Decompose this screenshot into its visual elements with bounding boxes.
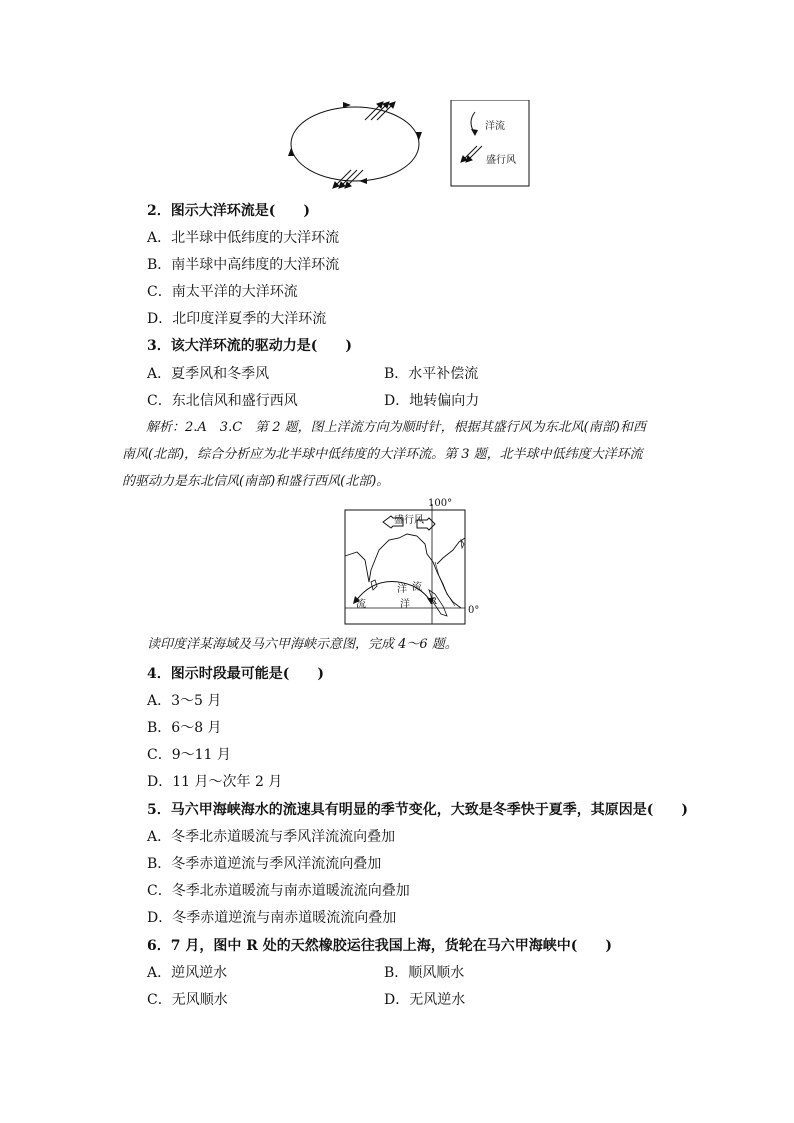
- analysis-line-3: 的驱动力是东北信风(南部)和盛行西风(北部)。: [122, 474, 390, 489]
- map-wind-label: 盛行风: [394, 515, 424, 526]
- q2-option-d: D．北印度洋夏季的大洋环流: [147, 311, 327, 327]
- analysis-line-1: 解析：2.A 3.C 第 2 题，图上洋流方向为顺时针，根据其盛行风为东北风(南部)和西: [146, 420, 646, 435]
- gyre-arrow-right: [416, 132, 422, 140]
- q2-option-a: A．北半球中低纬度的大洋环流: [147, 230, 340, 246]
- q6-option-a: A．逆风逆水: [147, 965, 228, 981]
- q6-option-d: D．无风逆水: [384, 992, 466, 1008]
- legend-current-arrowhead: [471, 129, 478, 136]
- analysis-block: [122, 414, 682, 495]
- q3-option-c: C．东北信风和盛行西风: [147, 393, 298, 409]
- q3-option-a: A．夏季风和冬季风: [147, 366, 270, 382]
- q6-option-b: B．顺风顺水: [384, 965, 465, 981]
- q4-stem: 4．图示时段最可能是( ): [147, 666, 324, 682]
- q6-option-c: C．无风顺水: [147, 992, 228, 1008]
- q6-stem: 6．7 月，图中 R 处的天然橡胶运往我国上海，货轮在马六甲海峡中( ): [147, 938, 612, 954]
- q2-option-b: B．南半球中高纬度的大洋环流: [147, 257, 340, 273]
- q4-option-b: B．6～8 月: [147, 720, 222, 736]
- q5-option-b: B．冬季赤道逆流与季风洋流流向叠加: [147, 856, 382, 872]
- map-current-char-1: 洋: [397, 584, 407, 595]
- legend-box: [451, 100, 529, 186]
- q2-option-c: C．南太平洋的大洋环流: [147, 284, 298, 300]
- map-land-hatch: [435, 562, 455, 606]
- q3-option-b: B．水平补偿流: [384, 366, 479, 382]
- q4-option-d: D．11 月～次年 2 月: [147, 774, 283, 790]
- q5-option-d: D．冬季赤道逆流与南赤道暖流流向叠加: [147, 910, 397, 926]
- map-current-char-4: 洋: [400, 599, 410, 610]
- intro-text: 读印度洋某海域及马六甲海峡示意图，完成 4～6 题。: [147, 637, 458, 652]
- q5-option-c: C．冬季北赤道暖流与南赤道暖流流向叠加: [147, 883, 410, 899]
- q5-stem: 5．马六甲海峡海水的流速具有明显的季节变化，大致是冬季快于夏季，其原因是( ): [147, 802, 688, 818]
- map-current-char-2: 流: [412, 582, 422, 593]
- q4-option-c: C．9～11 月: [147, 747, 231, 763]
- q4-option-a: A．3～5 月: [147, 693, 222, 709]
- analysis-line-2: 南风(北部)，综合分析应为北半球中低纬度的大洋环流。第 3 题，北半球中低纬度大洋环流: [122, 447, 643, 462]
- map-point-r: R: [430, 597, 437, 607]
- gyre-arrow-left: [288, 148, 294, 156]
- gyre-diagram: [285, 100, 535, 192]
- wind-arrows-north: [365, 102, 395, 120]
- q2-stem: 2．图示大洋环流是( ): [147, 203, 310, 219]
- map-lon-label: 100°: [428, 498, 453, 509]
- gyre-arrow-bottom: [359, 178, 367, 184]
- legend-wind-label: 盛行风: [486, 155, 516, 166]
- legend-current-label: 洋流: [485, 121, 505, 132]
- wind-arrows-south: [333, 170, 363, 188]
- map-lat-label: 0°: [468, 605, 480, 616]
- q3-option-d: D．地转偏向力: [384, 393, 480, 409]
- gyre-ellipse: [291, 107, 419, 181]
- q5-option-a: A．冬季北赤道暖流与季风洋流流向叠加: [147, 829, 396, 845]
- q3-stem: 3．该大洋环流的驱动力是( ): [147, 338, 352, 354]
- map-current-char-3: 流: [356, 599, 366, 610]
- map-islands: [461, 540, 464, 548]
- legend-wind-symbol: [461, 146, 482, 162]
